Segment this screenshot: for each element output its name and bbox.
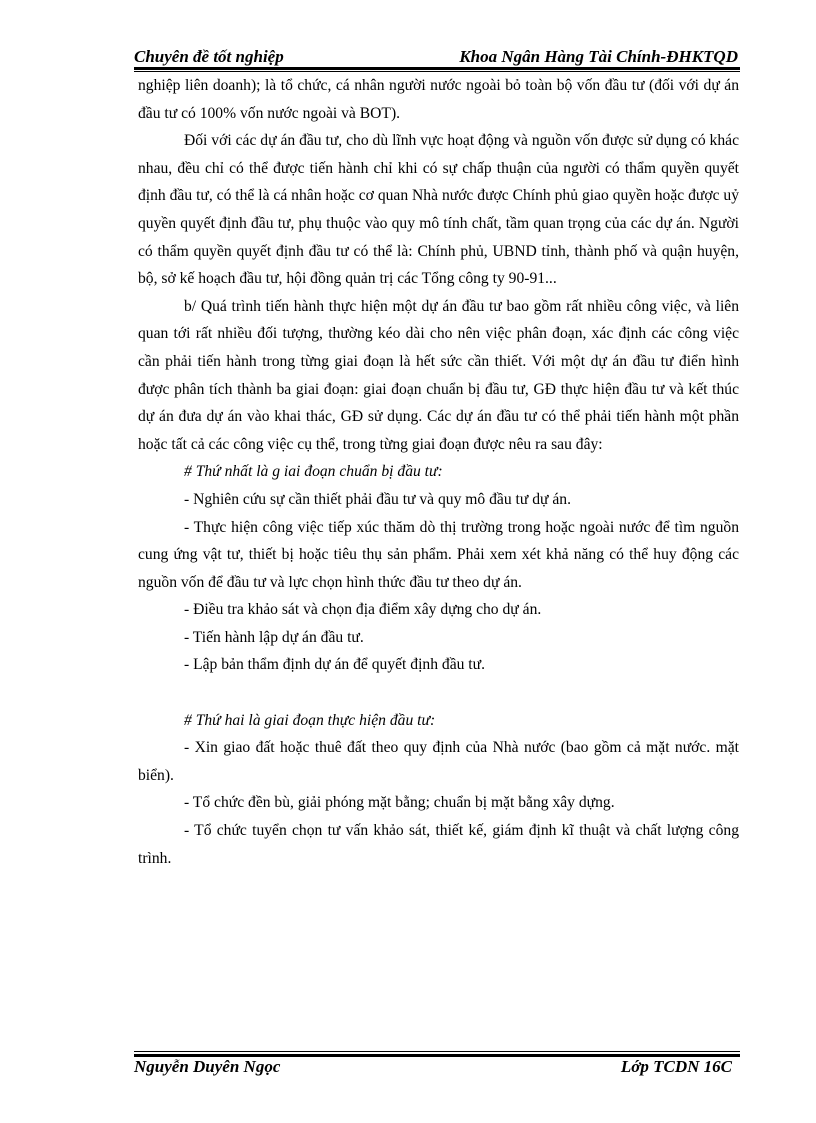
list-item: - Tổ chức tuyển chọn tư vấn khảo sát, thiết kế, giám định kĩ thuật và chất lượng công trình. (138, 822, 739, 867)
blank-line (138, 679, 739, 707)
section-heading-implementation: # Thứ hai là giai đoạn thực hiện đầu tư: (184, 711, 436, 729)
document-body (138, 72, 739, 872)
paragraph-approval: Đối với các dự án đầu tư, cho dù lĩnh vực hoạt động và nguồn vốn được sử dụng có khác nhau, đều chỉ có thể được tiến hành chỉ khi có sự chấp thuận của người có thẩm quyền quyết định đầu tư, có thể là cá nhân hoặc cơ quan Nhà nước được Chính phủ giao quyền hoặc được uỷ quyền quyết định đầu tư, phụ thuộc vào quy mô tính chất, tầm quan trọng của các dự án. Người có thẩm quyền quyết định đầu tư có thể là: Chính phủ, UBND tỉnh, thành phố và quận huyện, bộ, sở kế hoạch đầu tư, hội đồng quản trị các Tổng công ty 90-91... (138, 132, 739, 288)
header-faculty: Khoa Ngân Hàng Tài Chính-ĐHKTQD (459, 47, 738, 66)
list-item: - Lập bản thẩm định dự án để quyết định đầu tư. (184, 656, 485, 674)
list-item: - Tổ chức đền bù, giải phóng mặt bằng; chuẩn bị mặt bằng xây dựng. (184, 794, 615, 812)
paragraph-process: b/ Quá trình tiến hành thực hiện một dự án đầu tư bao gồm rất nhiều công việc, và liên quan tới rất nhiều đối tượng, thường kéo dài cho nên việc phân đoạn, xác định các công việc cần phải tiến hành trong từng giai đoạn là hết sức cần thiết. Với một dự án đầu tư điển hình được phân tích thành ba giai đoạn: giai đoạn chuẩn bị đầu tư, GĐ thực hiện đầu tư và kết thúc dự án đưa dự án vào khai thác, GĐ sử dụng. Các dự án đầu tư có thể phải tiến hành một phần hoặc tất cả các công việc cụ thể, trong từng giai đoạn được nêu ra sau đây: (138, 297, 739, 453)
footer-class: Lớp TCDN 16C (620, 1057, 732, 1076)
section-heading-preparation: # Thứ nhất là g iai đoạn chuẩn bị đầu tư: (184, 463, 443, 481)
list-item: - Tiến hành lập dự án đầu tư. (184, 628, 364, 646)
list-item: - Nghiên cứu sự cần thiết phải đầu tư và quy mô đầu tư dự án. (184, 490, 571, 508)
page-footer (134, 1057, 740, 1079)
footer-author: Nguyễn Duyên Ngọc (134, 1057, 281, 1076)
list-item: - Điều tra khảo sát và chọn địa điểm xây dựng cho dự án. (184, 601, 542, 619)
footer-rule-thin (134, 1051, 740, 1052)
list-item: - Thực hiện công việc tiếp xúc thăm dò thị trường trong hoặc ngoài nước để tìm nguồn cung ứng vật tư, thiết bị hoặc tiêu thụ sản phẩm. Phải xem xét khả năng có thể huy động các nguồn vốn để đầu tư và lực chọn hình thức đầu tư theo dự án. (138, 518, 739, 591)
page-header (134, 47, 740, 69)
header-title: Chuyên đề tốt nghiệp (134, 47, 284, 66)
list-item: - Xin giao đất hoặc thuê đất theo quy định của Nhà nước (bao gồm cả mặt nước. mặt biển). (138, 739, 739, 784)
header-rule-thick (134, 67, 740, 70)
paragraph-continuation: nghiệp liên doanh); là tổ chức, cá nhân người nước ngoài bỏ toàn bộ vốn đầu tư (đối với dự án đầu tư có 100% vốn nước ngoài và BOT). (138, 77, 739, 122)
